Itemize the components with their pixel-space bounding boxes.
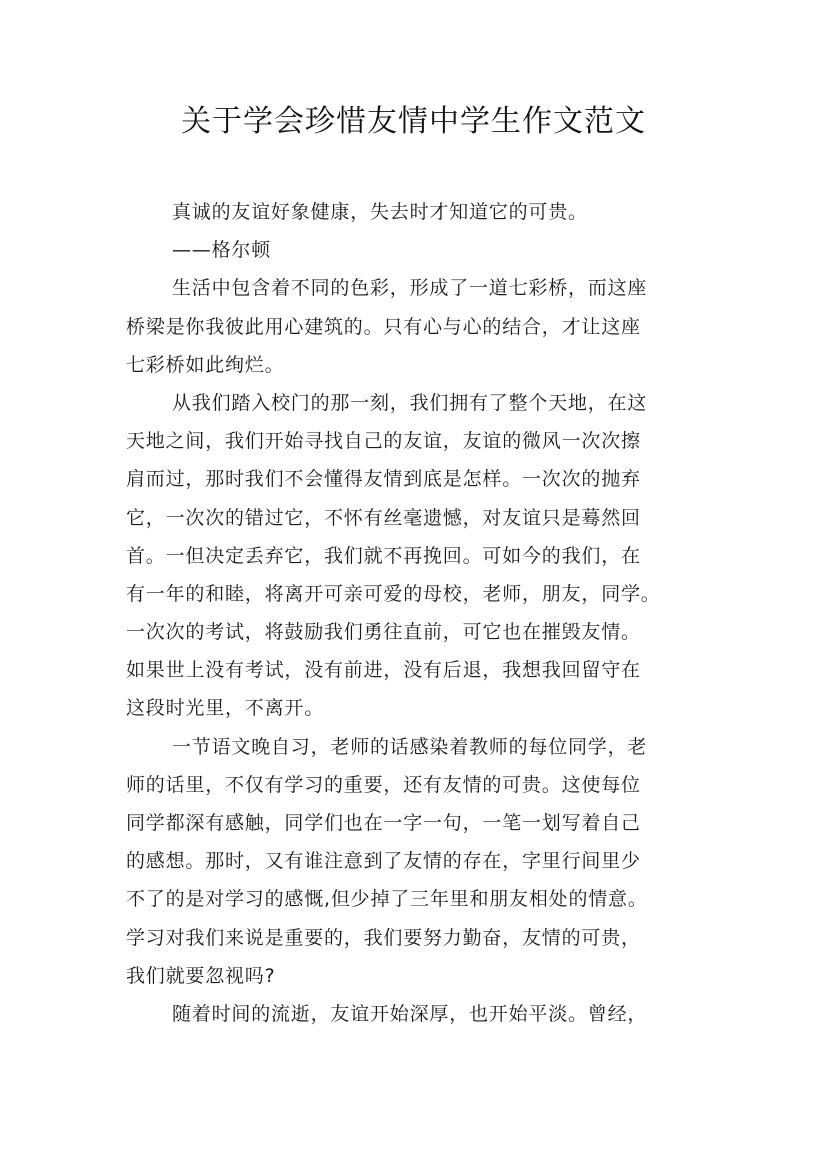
paragraph-line: 七彩桥如此绚烂。 bbox=[126, 353, 285, 376]
paragraph-line: 生活中包含着不同的色彩，形成了一道七彩桥，而这座 bbox=[172, 277, 648, 300]
paragraph-line: 学习对我们来说是重要的，我们要努力勤奋，友情的可贵， bbox=[126, 926, 641, 949]
paragraph-line: 我们就要忽视吗? bbox=[126, 964, 276, 987]
paragraph-line: 桥梁是你我彼此用心建筑的。只有心与心的结合，才让这座 bbox=[126, 315, 641, 338]
paragraph-line: 首。一但决定丢弃它，我们就不再挽回。可如今的我们，在 bbox=[126, 544, 641, 567]
paragraph-line: 它，一次次的错过它，不怀有丝毫遗憾，对友谊只是蓦然回 bbox=[126, 506, 641, 529]
paragraph-line: 同学都深有感触，同学们也在一字一句，一笔一划写着自己 bbox=[126, 812, 641, 834]
quote-line: 真诚的友谊好象健康，失去时才知道它的可贵。 bbox=[172, 201, 588, 223]
document-body bbox=[126, 193, 712, 1033]
paragraph-line: 肩而过，那时我们不会懂得友情到底是怎样。一次次的抛弃 bbox=[126, 468, 641, 491]
paragraph-line: 如果世上没有考试，没有前进，没有后退，我想我回留守在 bbox=[126, 659, 641, 682]
paragraph-line: 一节语文晚自习，老师的话感染着教师的每位同学，老 bbox=[172, 735, 648, 758]
paragraph-line: 师的话里，不仅有学习的重要，还有友情的可贵。这使每位 bbox=[126, 773, 641, 796]
paragraph-line: 一次次的考试，将鼓励我们勇往直前，可它也在摧毁友情。 bbox=[126, 621, 641, 644]
paragraph-line: 不了的是对学习的感慨,但少掉了三年里和朋友相处的情意。 bbox=[126, 888, 648, 911]
paragraph-line: 天地之间，我们开始寻找自己的友谊，友谊的微风一次次擦 bbox=[126, 430, 641, 453]
paragraph-line: 从我们踏入校门的那一刻，我们拥有了整个天地，在这 bbox=[172, 391, 648, 414]
paragraph-line: 的感想。那时，又有谁注意到了友情的存在，字里行间里少 bbox=[126, 850, 641, 873]
paragraph-line: 这段时光里，不离开。 bbox=[126, 697, 325, 720]
document-title: 关于学会珍惜友情中学生作文范文 bbox=[181, 104, 646, 139]
paragraph-line: 随着时间的流逝，友谊开始深厚，也开始平淡。曾经， bbox=[172, 1002, 648, 1025]
paragraph-line: 有一年的和睦，将离开可亲可爱的母校，老师，朋友，同学。 bbox=[126, 582, 661, 605]
quote-attribution: ——格尔顿 bbox=[172, 239, 272, 262]
